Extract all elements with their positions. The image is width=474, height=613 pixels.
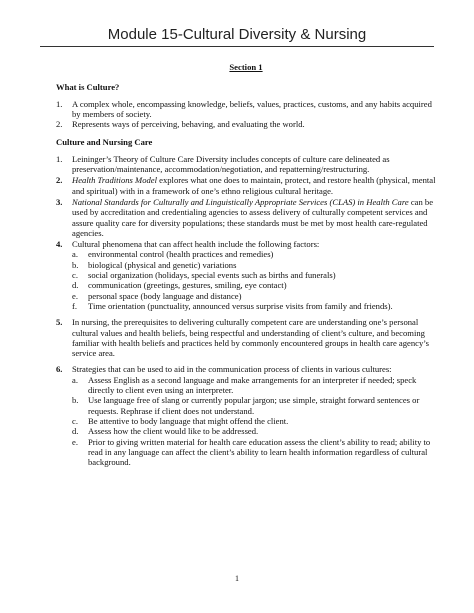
item-number: 1. [56,153,63,164]
heading-culture-nursing: Culture and Nursing Care [56,137,153,148]
sub-item-letter: a. [72,249,78,260]
sub-item-letter: d. [72,426,79,437]
sub-item [72,280,436,290]
item-text: In nursing, the prerequisites to delivering culturally competent care are understanding one’s personal cultural values and health beliefs, being respectful and understanding of client’s culture, and becoming familiar with health beliefs and practices held by commonly encountered groups in health care agency’s service area. [72,317,429,359]
sub-item [72,437,436,468]
item-number: 5. [56,317,63,328]
list-item [56,317,436,358]
sub-item [72,395,436,416]
sub-item-letter: d. [72,280,79,291]
sub-item-text: Use language free of slang or currently popular jargon; use simple, straight forward sentences or requests. Rephrase if client does not understand. [88,395,420,416]
list-item [56,99,436,120]
item-number: 6. [56,364,63,375]
sub-item-letter: b. [72,259,79,270]
item-text: can be used by accreditation and credentialing agencies to assess delivery of culturally competent services and assure quality care for diversity populations; these standards must be met by most health care-regulated agencies. [72,196,434,238]
sub-item-letter: e. [72,436,78,447]
list-item [56,364,436,467]
page-header-title: Module 15-Cultural Diversity & Nursing [107,26,367,43]
sub-item-text: Time orientation (punctuality, announced versus surprise visits from family and friends). [88,300,393,311]
header-rule [40,46,434,47]
sub-item [72,416,436,426]
sub-item-text: social organization (holidays, special events such as births and funerals) [88,270,336,281]
sub-item [72,260,436,270]
item-emphasis: Health Traditions Model [72,175,157,186]
item-text: Leininger’s Theory of Culture Care Diversity includes concepts of culture care delineated as preservation/maintenance, accommodation/negotiation, and repatterning/restructuring. [72,153,390,175]
sub-item [72,270,436,280]
sub-item-text: biological (physical and genetic) variations [88,259,237,270]
sub-item-letter: a. [72,374,78,385]
item-text: Cultural phenomena that can affect health include the following factors: [72,239,320,250]
sub-item [72,301,436,311]
sub-item-text: Prior to giving written material for health care education assess the client’s ability to read; ability to read in any language can affect the client’s ability to learn health information regardless of cultural background. [88,436,431,468]
sub-item-letter: f. [72,300,78,311]
sub-item-text: Be attentive to body language that might offend the client. [88,415,289,426]
item-number: 3. [56,196,63,207]
list-item [56,154,436,175]
page-number: 1 [235,574,239,583]
item-number: 4. [56,239,63,250]
heading-what-is-culture: What is Culture? [56,82,120,93]
sub-item-letter: e. [72,290,78,301]
section-title: Section 1 [229,62,263,72]
document-body [56,57,436,467]
sub-item [72,249,436,259]
sub-item-letter: c. [72,270,78,281]
sub-item-text: communication (greetings, gestures, smiling, eye contact) [88,280,287,291]
sub-item [72,291,436,301]
item-emphasis: National Standards for Culturally and Linguistically Appropriate Services (CLAS) in Health Care [72,196,409,207]
sub-item-text: Assess English as a second language and make arrangements for an interpreter if needed; speck directly to client even using an interpreter. [88,374,417,396]
item-text: Strategies that can be used to aid in the communication process of clients in various cultures: [72,364,392,375]
culture-definition-list [56,99,436,130]
item-number: 2. [56,119,63,130]
sub-item-text: Assess how the client would like to be addressed. [88,426,259,437]
item-text: A complex whole, encompassing knowledge, beliefs, values, practices, customs, and any habits acquired by members of society. [72,98,432,119]
list-item [56,175,436,196]
sub-item-letter: b. [72,395,79,406]
sub-item [72,375,436,396]
sub-item-letter: c. [72,415,78,426]
list-item [56,197,436,238]
sub-item-text: environmental control (health practices and remedies) [88,249,274,260]
item-text: explores what one does to maintain, protect, and restore health (physical, mental and spiritual) with in a framework of one’s ethno religious cultural heritage. [72,175,436,196]
item-text: Represents ways of perceiving, behaving, and evaluating the world. [72,119,305,130]
item-number: 1. [56,98,63,109]
sub-item-text: personal space (body language and distance) [88,290,242,301]
item-number: 2. [56,175,63,186]
list-item [56,119,436,129]
list-item [56,239,436,311]
sub-item [72,426,436,436]
